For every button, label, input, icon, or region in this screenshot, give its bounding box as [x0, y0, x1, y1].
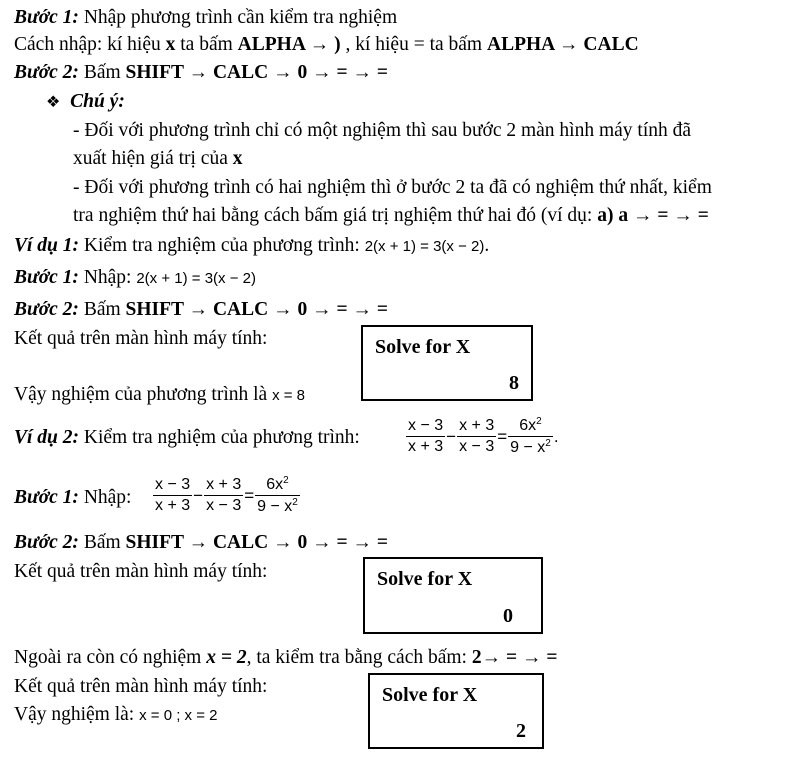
- fraction-1: [406, 418, 445, 455]
- step1-text: Nhập phương trình cần kiểm tra nghiệm: [78, 7, 398, 28]
- step1-fraction-1-denominator: x + 3: [155, 497, 191, 514]
- calculator-screen-2: [363, 557, 543, 634]
- example1-step1-text: Nhập:: [78, 267, 137, 288]
- equals-sign: =: [497, 427, 508, 446]
- step2-label: Bước 2:: [14, 62, 79, 83]
- note-line-4-keys: a → = → =: [618, 205, 709, 226]
- input-method-keys-1: ALPHA → ): [237, 34, 341, 55]
- example2-step2-text: Bấm: [78, 532, 126, 553]
- example1-conclusion: [14, 385, 305, 405]
- example1-step1-equation: 2(x + 1) = 3(x − 2): [136, 270, 256, 287]
- note-label: Chú ý:: [70, 91, 125, 112]
- input-method-text-3: , kí hiệu = ta bấm: [340, 34, 487, 55]
- step1-fraction-3-denominator: [255, 496, 300, 515]
- fraction-3-num-base: 6x: [519, 417, 537, 434]
- example2-step2-label: Bước 2:: [14, 532, 79, 553]
- example1-equation: 2(x + 1) = 3(x − 2): [364, 238, 485, 255]
- fraction-3-num-exp: 2: [536, 416, 542, 427]
- step1-fraction-3-num-exp: 2: [283, 475, 289, 486]
- screen-1-title: Solve for X: [375, 336, 471, 358]
- example1-result-text: Kết quả trên màn hình máy tính:: [14, 328, 268, 349]
- note-line-2-text: xuất hiện giá trị của: [73, 148, 233, 169]
- input-method-x: x: [165, 34, 176, 55]
- step1-fraction-3-den-base: 9 − x: [257, 498, 293, 515]
- example1-step2-label: Bước 2:: [14, 299, 79, 320]
- screen-1-value: 8: [509, 372, 519, 394]
- example2-label: Ví dụ 2:: [14, 427, 80, 448]
- fraction-3-den-base: 9 − x: [510, 439, 546, 456]
- fraction-2-numerator: x + 3: [457, 418, 496, 437]
- note-line-1: - Đối với phương trình chỉ có một nghiệm thì sau bước 2 màn hình máy tính đã: [73, 120, 692, 141]
- example2-step1-equation: [153, 476, 300, 515]
- step1-fraction-3-den-exp: 2: [292, 497, 298, 508]
- screen-2-value: 0: [503, 605, 513, 627]
- step1-fraction-2-denominator: x − 3: [206, 497, 242, 514]
- step1-heading: [14, 8, 397, 28]
- note-line-3: - Đối với phương trình có hai nghiệm thì ở bước 2 ta đã có nghiệm thứ nhất, kiểm: [73, 177, 712, 198]
- example2-conclusion-text: Vậy nghiệm là:: [14, 704, 140, 725]
- step1-fraction-1-numerator: x − 3: [153, 477, 192, 496]
- also-x: x = 2: [206, 647, 247, 668]
- calculator-screen-1: [361, 325, 533, 401]
- example2-equation: [406, 417, 560, 456]
- example1-step2-keys: SHIFT → CALC → 0 → = → =: [125, 299, 388, 320]
- input-method-line: [14, 35, 639, 55]
- example1-label: Ví dụ 1:: [14, 235, 80, 256]
- example1-heading: [14, 236, 489, 256]
- example2-conclusion: [14, 705, 217, 725]
- step1-fraction-3-num-base: 6x: [266, 476, 284, 493]
- example1-step2: [14, 300, 388, 320]
- example1-step2-text: Bấm: [78, 299, 126, 320]
- step2-heading: [14, 63, 388, 83]
- step2-text: Bấm: [78, 62, 126, 83]
- note-line-2-x: x: [232, 148, 243, 169]
- step1-fraction-1: [153, 477, 192, 514]
- example1-period: .: [484, 235, 490, 256]
- also-text-1: Ngoài ra còn có nghiệm: [14, 647, 207, 668]
- input-method-text-1: Cách nhập: kí hiệu: [14, 34, 166, 55]
- step1-label: Bước 1:: [14, 7, 79, 28]
- note-line-4-text: tra nghiệm thứ hai bằng cách bấm giá trị nghiệm thứ hai đó (ví dụ:: [73, 205, 598, 226]
- screen-2-title: Solve for X: [377, 568, 473, 590]
- step1-equals-sign: =: [244, 486, 255, 505]
- example1-conclusion-text: Vậy nghiệm của phương trình là: [14, 384, 273, 405]
- example2-heading: [14, 428, 360, 448]
- input-method-keys-2: ALPHA → CALC: [486, 34, 639, 55]
- step1-fraction-3: [255, 476, 300, 515]
- example2-solutions: x = 0 ; x = 2: [139, 707, 218, 724]
- note-line-2: [73, 149, 242, 169]
- example2-also-line: [14, 648, 557, 668]
- example2-step1-text: Nhập:: [78, 487, 132, 508]
- example2-period: .: [553, 427, 559, 446]
- screen-3-title: Solve for X: [382, 684, 478, 706]
- example2-text: Kiểm tra nghiệm của phương trình:: [79, 427, 360, 448]
- step1-fraction-2: [204, 477, 243, 514]
- step1-fraction-2-numerator: x + 3: [204, 477, 243, 496]
- calculator-screen-3: [368, 673, 544, 749]
- also-text-2: , ta kiểm tra bằng cách bấm:: [246, 647, 472, 668]
- fraction-3-denominator: [508, 437, 553, 456]
- minus-sign: −: [446, 427, 457, 446]
- example2-step2-keys: SHIFT → CALC → 0 → = → =: [125, 532, 388, 553]
- example1-solution: x = 8: [272, 387, 306, 404]
- example2-step2: [14, 533, 388, 553]
- example2-step1-label: Bước 1:: [14, 487, 79, 508]
- note-line-4-a-label: a): [597, 205, 614, 226]
- fraction-2-denominator: x − 3: [459, 438, 495, 455]
- fraction-1-denominator: x + 3: [408, 438, 444, 455]
- note-heading: [46, 92, 125, 112]
- step1-minus-sign: −: [193, 486, 204, 505]
- screen-3-value: 2: [516, 720, 526, 742]
- also-keys: 2→ = → =: [471, 647, 558, 668]
- diamond-bullet-icon: ❖: [46, 94, 61, 111]
- input-method-text-2: ta bấm: [175, 34, 238, 55]
- fraction-3: [508, 417, 553, 456]
- example2-step1: [14, 488, 131, 508]
- example2-result-text: Kết quả trên màn hình máy tính:: [14, 561, 268, 582]
- example2-result-text-2: Kết quả trên màn hình máy tính:: [14, 676, 268, 697]
- fraction-3-den-exp: 2: [545, 438, 551, 449]
- note-line-4: [73, 206, 709, 226]
- step2-keys: SHIFT → CALC → 0 → = → =: [125, 62, 388, 83]
- fraction-3-numerator: [508, 417, 553, 437]
- fraction-2: [457, 418, 496, 455]
- example1-text: Kiểm tra nghiệm của phương trình:: [79, 235, 365, 256]
- step1-fraction-3-numerator: [255, 476, 300, 496]
- example1-step1-label: Bước 1:: [14, 267, 79, 288]
- example1-step1: [14, 268, 256, 288]
- fraction-1-numerator: x − 3: [406, 418, 445, 437]
